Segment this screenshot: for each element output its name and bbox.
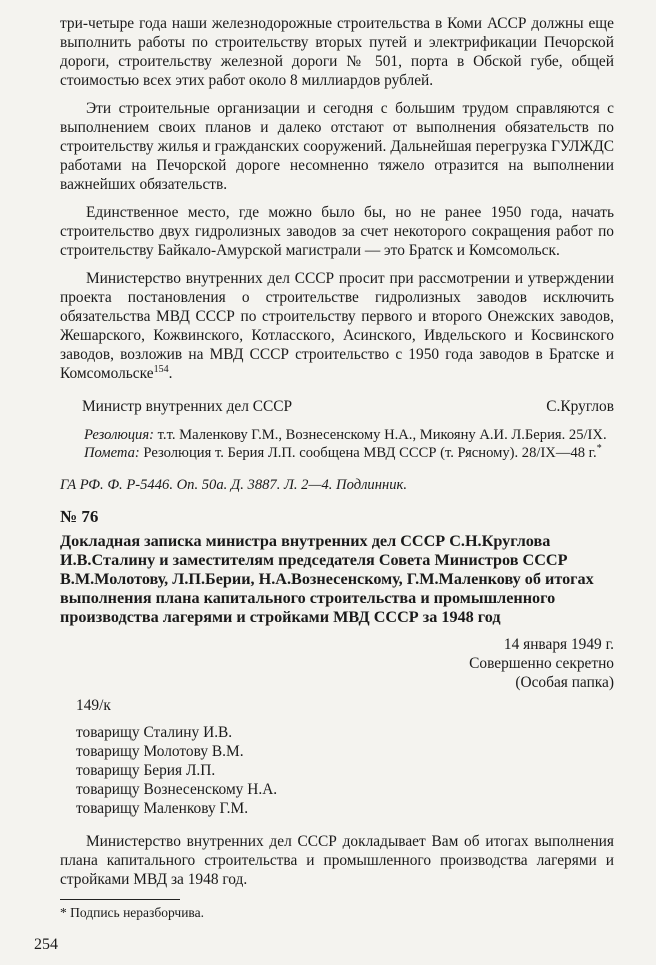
note-text: Резолюция т. Берия Л.П. сообщена МВД СССР (т. Рясному). 28/IX—48 г. xyxy=(139,445,597,461)
document-header xyxy=(60,635,614,692)
addressee: товарищу Маленкову Г.М. xyxy=(76,800,249,817)
folder-mark: (Особая папка) xyxy=(515,674,614,691)
note-label: Помета: xyxy=(84,445,140,461)
addressee-list xyxy=(60,723,614,818)
footnote-ref-154: 154 xyxy=(153,363,169,375)
paragraph-3: Единственное место, где можно было бы, но не ранее 1950 года, начать строительство двух гидролизных заводов за счет некоторого сокращения работ по строительству Байкало-Амурской магистрали — это Братск и Комсомольск. xyxy=(60,204,614,259)
addressee: товарищу Молотову В.М. xyxy=(76,743,244,760)
resolution-label: Резолюция: xyxy=(84,427,154,443)
signature-line xyxy=(60,397,614,416)
footnote: * Подпись неразборчива. xyxy=(60,905,204,920)
paragraph-4-text: Министерство внутренних дел СССР просит при рассмотрении и утверждении проекта постановления о строительстве гидролизных заводов исключить обязательства МВД СССР по строительству первого и второго Онежских заводов, Жешарского, Кожвинского, Котласского, Асинского, Ивдельского и Косвинского заводов, возложив на МВД СССР строительство с 1950 года заводов в Братске и Комсомольске xyxy=(60,270,614,382)
paragraph-2: Эти строительные организации и сегодня с большим трудом справляются с выполнением своих планов и далеко отстают от выполнения обязательств по строительству жилья и гражданских сооружений. Дальнейшая перегрузка ГУЛЖДС работами на Печорской дороге несомненно тяжело отразится на выполнении важнейших обязательств. xyxy=(60,100,614,193)
resolution xyxy=(84,426,614,444)
page-number: 254 xyxy=(34,936,58,953)
footnote-divider xyxy=(60,899,180,900)
addressee: товарищу Сталину И.В. xyxy=(76,724,233,741)
resolution-text: т.т. Маленкову Г.М., Вознесенскому Н.А., Микояну А.И. Л.Берия. 25/IX. xyxy=(154,427,607,443)
registration-number: 149/к xyxy=(76,697,111,714)
document-title: Докладная записка министра внутренних дел СССР С.Н.Круглова И.В.Сталину и заместителям председателя Совета Министров СССР В.М.Молотову, Л.П.Берии, Н.А.Вознесенскому, Г.М.Маленкову об итогах выполнения плана капитального строительства и промышленного производства лагерями и стройками МВД СССР за 1948 год xyxy=(60,532,594,626)
secrecy-mark: Совершенно секретно xyxy=(469,655,614,672)
addressee: товарищу Вознесенскому Н.А. xyxy=(76,781,278,798)
document-number: № 76 xyxy=(60,507,99,526)
addressee: товарищу Берия Л.П. xyxy=(76,762,216,779)
document-date: 14 января 1949 г. xyxy=(503,636,614,653)
resolution-block xyxy=(60,426,614,462)
archive-source: ГА РФ. Ф. Р-5446. Оп. 50а. Д. 3887. Л. 2—4. Подлинник. xyxy=(60,477,407,493)
paragraph-4-end: . xyxy=(168,365,173,382)
signature-name: С.Круглов xyxy=(546,398,614,415)
note-star: * xyxy=(596,443,602,455)
signature-position: Министр внутренних дел СССР xyxy=(82,398,293,415)
paragraph-4 xyxy=(60,269,614,383)
note xyxy=(84,444,614,462)
paragraph-1: три-четыре года наши железнодорожные строительства в Коми АССР должны еще выполнить работы по строительству вторых путей и электрификации Печорской дороги, строительству железной дороги № 501, порта в Обской губе, общей стоимостью всех этих работ около 8 миллиардов рублей. xyxy=(60,15,614,89)
report-body: Министерство внутренних дел СССР докладывает Вам об итогах выполнения плана капитального строительства и промышленного производства лагерями и стройками МВД за 1948 год. xyxy=(60,833,614,888)
text-column xyxy=(60,14,614,922)
